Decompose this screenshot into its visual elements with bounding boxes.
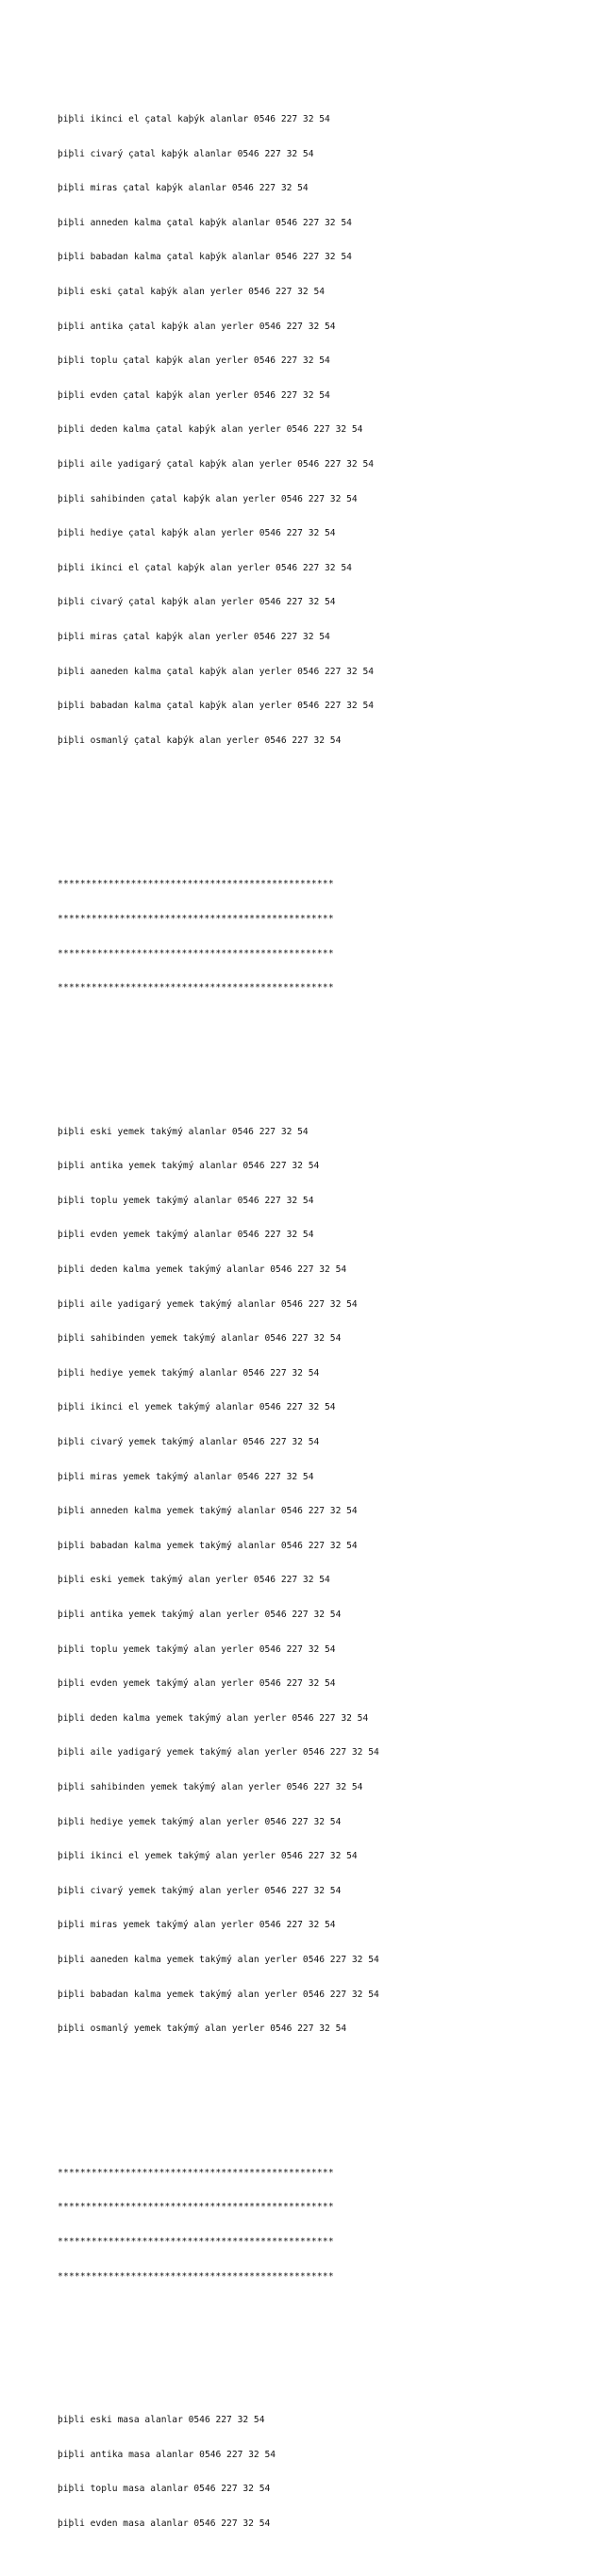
listing-line: þiþli miras çatal kaþýk alanlar 0546 227 32 54 — [58, 183, 309, 194]
listing-line: þiþli anneden kalma yemek takýmý alanlar 0546 227 32 54 — [58, 1506, 358, 1517]
listing-line: þiþli babadan kalma çatal kaþýk alanlar 0546 227 32 54 — [58, 252, 352, 263]
listing-line: þiþli osmanlý yemek takýmý alan yerler 0546 227 32 54 — [58, 2023, 347, 2035]
listing-line: þiþli ikinci el çatal kaþýk alanlar 0546 227 32 54 — [58, 114, 330, 125]
star-divider — [58, 856, 586, 1017]
star-divider-line: ************************************************* — [58, 948, 334, 959]
listing-line: þiþli aile yadigarý çatal kaþýk alan yerler 0546 227 32 54 — [58, 458, 375, 470]
star-divider-line: ************************************************* — [58, 2167, 334, 2178]
listing-line: þiþli anneden kalma çatal kaþýk alanlar 0546 227 32 54 — [58, 217, 352, 228]
star-divider-line: ************************************************* — [58, 2202, 334, 2213]
listing-line: þiþli ikinci el çatal kaþýk alan yerler 0546 227 32 54 — [58, 562, 352, 573]
document-page — [58, 57, 586, 2576]
listing-line: þiþli toplu masa alanlar 0546 227 32 54 — [58, 2484, 271, 2495]
listing-line: þiþli civarý yemek takýmý alanlar 0546 227 32 54 — [58, 1437, 320, 1448]
listing-line: þiþli babadan kalma yemek takýmý alanlar 0546 227 32 54 — [58, 1540, 358, 1551]
listing-line: þiþli evden yemek takýmý alanlar 0546 227 32 54 — [58, 1230, 314, 1241]
listing-line: þiþli eski yemek takýmý alanlar 0546 227 32 54 — [58, 1126, 309, 1137]
listing-line: þiþli miras yemek takýmý alanlar 0546 227 32 54 — [58, 1471, 314, 1482]
listing-line: þiþli civarý çatal kaþýk alan yerler 0546 227 32 54 — [58, 597, 336, 608]
section-spacer — [58, 2092, 586, 2109]
listing-line: þiþli antika yemek takýmý alan yerler 0546 227 32 54 — [58, 1610, 342, 1621]
listing-line: þiþli deden kalma yemek takýmý alan yerler 0546 227 32 54 — [58, 1712, 369, 1724]
listing-line: þiþli eski yemek takýmý alan yerler 0546 227 32 54 — [58, 1575, 330, 1586]
listing-line: þiþli aile yadigarý yemek takýmý alanlar 0546 227 32 54 — [58, 1298, 358, 1310]
listing-line: þiþli sahibinden çatal kaþýk alan yerler 0546 227 32 54 — [58, 493, 358, 504]
star-divider-line: ************************************************* — [58, 2236, 334, 2247]
star-divider-line: ************************************************* — [58, 913, 334, 924]
listing-line: þiþli toplu yemek takýmý alan yerler 0546 227 32 54 — [58, 1643, 336, 1655]
listing-line: þiþli eski çatal kaþýk alan yerler 0546 227 32 54 — [58, 286, 326, 297]
listing-line: þiþli civarý çatal kaþýk alanlar 0546 227 32 54 — [58, 148, 314, 159]
star-divider-line: ************************************************* — [58, 879, 334, 890]
listing-line: þiþli hediye çatal kaþýk alan yerler 0546 227 32 54 — [58, 528, 336, 539]
listing-line: þiþli evden yemek takýmý alan yerler 0546 227 32 54 — [58, 1678, 336, 1690]
table-listing-section — [58, 2392, 586, 2553]
listing-line: þiþli eski masa alanlar 0546 227 32 54 — [58, 2415, 265, 2426]
listing-line: þiþli sahibinden yemek takýmý alan yerler 0546 227 32 54 — [58, 1781, 363, 1792]
listing-line: þiþli osmanlý çatal kaþýk alan yerler 0546 227 32 54 — [58, 735, 342, 746]
listing-line: þiþli deden kalma yemek takýmý alanlar 0546 227 32 54 — [58, 1264, 347, 1276]
listing-line: þiþli toplu çatal kaþýk alan yerler 0546 227 32 54 — [58, 355, 330, 367]
section-spacer — [58, 804, 586, 821]
star-divider-line: ************************************************* — [58, 983, 334, 994]
listing-line: þiþli antika yemek takýmý alanlar 0546 227 32 54 — [58, 1161, 320, 1172]
listing-line: þiþli aile yadigarý yemek takýmý alan yerler 0546 227 32 54 — [58, 1747, 379, 1759]
listing-line: þiþli aaneden kalma yemek takýmý alan yerler 0546 227 32 54 — [58, 1954, 379, 1965]
listing-line: þiþli civarý yemek takýmý alan yerler 0546 227 32 54 — [58, 1885, 342, 1896]
listing-line: þiþli deden kalma çatal kaþýk alan yerler 0546 227 32 54 — [58, 424, 363, 436]
star-divider-line: ************************************************* — [58, 2271, 334, 2282]
listing-line: þiþli aaneden kalma çatal kaþýk alan yerler 0546 227 32 54 — [58, 666, 375, 677]
cutlery-listing-section — [58, 91, 586, 770]
listing-line: þiþli evden çatal kaþýk alan yerler 0546 227 32 54 — [58, 389, 330, 401]
listing-line: þiþli antika çatal kaþýk alan yerler 0546 227 32 54 — [58, 321, 336, 332]
listing-line: þiþli miras yemek takýmý alan yerler 0546 227 32 54 — [58, 1920, 336, 1931]
listing-line: þiþli hediye yemek takýmý alan yerler 0546 227 32 54 — [58, 1816, 342, 1827]
listing-line: þiþli miras çatal kaþýk alan yerler 0546 227 32 54 — [58, 631, 330, 642]
listing-line: þiþli sahibinden yemek takýmý alanlar 0546 227 32 54 — [58, 1333, 342, 1345]
listing-line: þiþli ikinci el yemek takýmý alanlar 0546 227 32 54 — [58, 1402, 336, 1413]
listing-line: þiþli evden masa alanlar 0546 227 32 54 — [58, 2518, 271, 2529]
star-divider — [58, 2144, 586, 2305]
section-spacer — [58, 2340, 586, 2357]
listing-line: þiþli babadan kalma çatal kaþýk alan yerler 0546 227 32 54 — [58, 701, 375, 712]
listing-line: þiþli antika masa alanlar 0546 227 32 54 — [58, 2449, 276, 2460]
listing-line: þiþli ikinci el yemek takýmý alan yerler 0546 227 32 54 — [58, 1851, 358, 1862]
section-spacer — [58, 1051, 586, 1068]
listing-line: þiþli toplu yemek takýmý alanlar 0546 227 32 54 — [58, 1195, 314, 1206]
listing-line: þiþli hediye yemek takýmý alanlar 0546 227 32 54 — [58, 1367, 320, 1379]
listing-line: þiþli babadan kalma yemek takýmý alan yerler 0546 227 32 54 — [58, 1989, 379, 2000]
dinnerware-listing-section — [58, 1103, 586, 2057]
